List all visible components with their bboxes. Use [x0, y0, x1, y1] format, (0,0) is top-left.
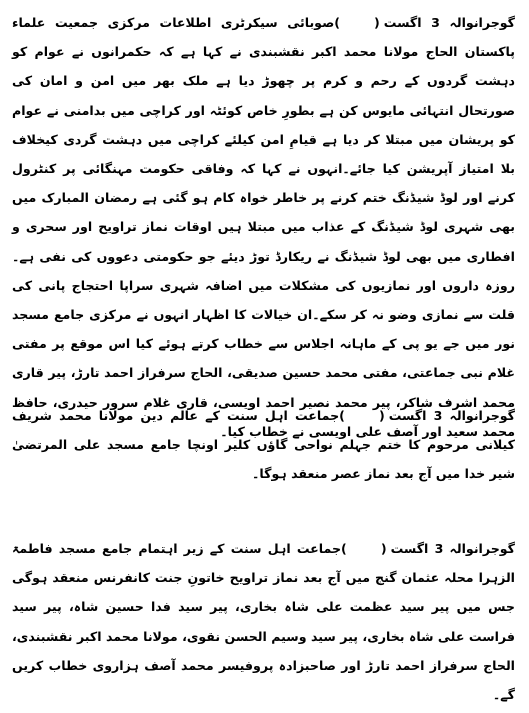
dateline: گوجرانوالہ 3 اگست [383, 15, 515, 30]
news-item-paragraph [12, 8, 515, 446]
news-item-2 [12, 401, 515, 489]
news-item-paragraph [12, 534, 515, 709]
news-body: جماعت اہل سنت کے زیر اہتمام جامع مسجد فاطمۃ الزہرا محلہ عثمان گنج میں آج بعد نماز تراویح خاتونِ جنت کانفرنس منعقد ہوگی جس میں پیر سید عظمت علی شاہ بخاری، پیر سید فدا حسین شاہ، پیر سید فراست علی شاہ بخاری، پیر سید وسیم الحسن نقوی، مولانا محمد اکبر نقشبندی، الحاج سرفراز احمد تارڑ اور صاحبزادہ پروفیسر محمد آصف ہزاروی خطاب کریں گے۔ [12, 541, 515, 703]
open-paren: ( [378, 408, 385, 423]
close-paren: ) [341, 541, 347, 556]
news-item-3 [12, 534, 515, 709]
news-item-paragraph [12, 401, 515, 489]
close-paren: ) [334, 15, 340, 30]
open-paren: ( [374, 15, 380, 30]
news-item-1 [12, 8, 515, 446]
dateline: گوجرانوالہ 3 اگست [390, 541, 516, 556]
news-body: صوبائی سیکرٹری اطلاعات مرکزی جمعیت علماء پاکستان الحاج مولانا محمد اکبر نقشبندی نے کہا ہے کہ حکمرانوں نے عوام کو دہشت گردوں کے رحم و کرم پر چھوڑ دیا ہے ملک بھر میں امن و امان کی صورتحال انتہائی مایوس کن ہے بطورِ خاص کوئٹہ اور کراچی میں بدامنی نے عوام کو پریشان میں مبتلا کر دیا ہے قیامِ امن کیلئے کراچی میں دہشت گردی کیخلاف بلا امتیاز آپریشن کیا جائے۔انہوں نے کہا کہ وفاقی حکومت مہنگائی پر کنٹرول کرنے اور لوڈ شیڈنگ ختم کرنے پر خاطر خواہ کام ہو گئی ہے رمضان المبارک میں بھی شہری لوڈ شیڈنگ کے عذاب میں مبتلا ہیں اوقات نماز تراویح اور سحری و افطاری میں بھی لوڈ شیڈنگ نے ریکارڈ توڑ دیئے جو حکومتی دعووں کی نفی ہے۔روزہ داروں اور نمازیوں کی مشکلات میں اضافہ شہری سراپا احتجاج پانی کی قلت سے نمازی وضو نہ کر سکے۔ان خیالات کا اظہار انہوں نے مرکزی جامع مسجد نور میں جے یو پی کے ماہانہ اجلاس سے خطاب کرتے ہوئے کیا اس موقع پر مفتی غلام نبی جماعتی، مفتی محمد حسین صدیقی، الحاج سرفراز احمد تارڑ، پیر قاری محمد اشرف شاکر، پیر محمد نصیر احمد اویسی، قاری غلام سرور حیدری، حافظ محمد سعید اور آصف علی اویسی نے خطاب کیا۔ [12, 15, 515, 439]
close-paren: ) [339, 408, 345, 423]
news-body: جماعت اہل سنت کے عالم دین مولانا محمد شریف کیلانی مرحوم کا ختم جہلم نواحی گاؤں کلیر اونچا جامع مسجد علی المرتضیٰ شیر خدا میں آج بعد نماز عصر منعقد ہوگا۔ [12, 408, 515, 482]
open-paren: ( [380, 541, 387, 556]
dateline: گوجرانوالہ 3 اگست [388, 408, 515, 423]
